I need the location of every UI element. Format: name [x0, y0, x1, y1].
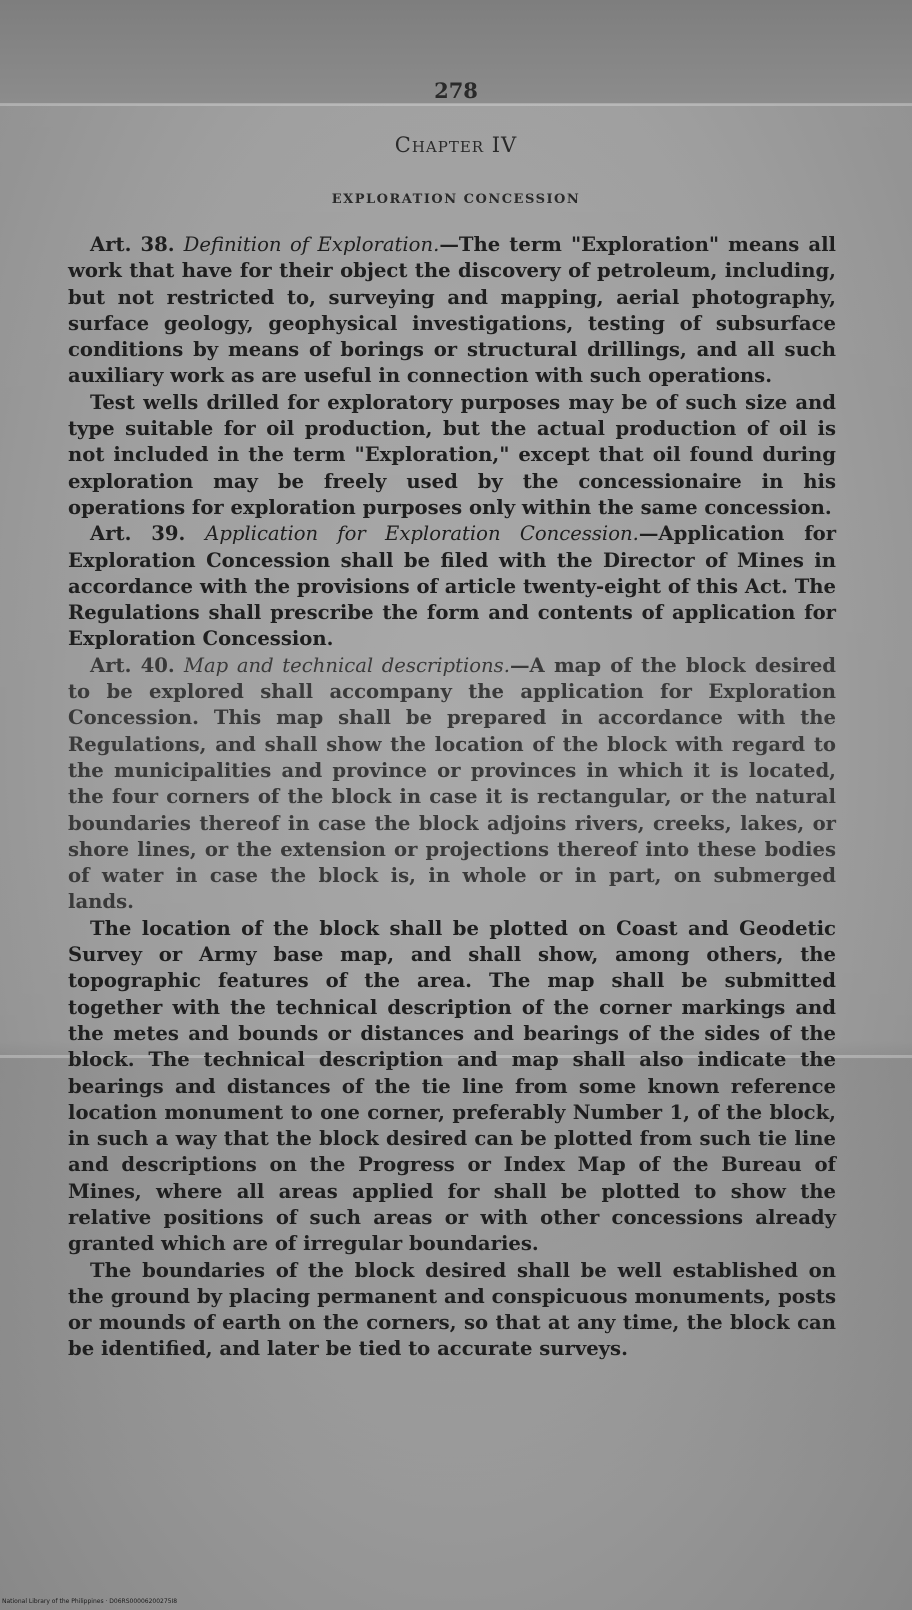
article-heading: Application for Exploration Concession. [205, 522, 639, 546]
article-body: —A map of the block desired to be explored shall accompany the application for Exploration Concession. This map shall be prepared in accordance with the Regulations, and shall show the location of the block with regard to the municipalities and province or provinces in which it is located, the four corners of the block in case it is rectangular, or the natural boundaries thereof in case the block adjoins rivers, creeks, lakes, or shore lines, or the extension or projections thereof into these bodies of water in case the block is, in whole or in part, on submerged lands. [68, 653, 837, 914]
article-body: —The term "Exploration" means all work that have for their object the discovery of petroleum, including, but not restricted to, surveying and mapping, aerial photography, surface geology, geophysical investigations, testing of subsurface conditions by means of borings or structural drillings, and all such auxiliary work as are useful in connection with such operations. [68, 233, 836, 388]
article-40-paragraph [68, 653, 836, 916]
section-title: EXPLORATION CONCESSION [331, 192, 581, 207]
article-40-paragraph-3 [68, 1258, 836, 1363]
article-heading: Map and technical descriptions. [183, 653, 510, 677]
chapter-title: Chapter IV [394, 133, 518, 157]
article-label: Art. 39. [90, 522, 186, 546]
article-label: Art. 38. [90, 233, 175, 256]
article-label: Art. 40. [90, 653, 175, 677]
paragraph-body: The boundaries of the block desired shall be well established on the ground by placing permanent and conspicuous monuments, posts or mounds of earth on the corners, so that at any time, the block can be identified, and later be tied to accurate surveys. [68, 1258, 836, 1361]
article-40-paragraph-2 [68, 916, 836, 1258]
article-38-paragraph-2 [68, 390, 836, 521]
scan-seam [0, 103, 912, 106]
article-39-paragraph [68, 521, 836, 652]
article-body: —Application for Exploration Concession shall be filed with the Director of Mines in accordance with the provisions of article twenty-eight of this Act. The Regulations shall prescribe the form and contents of application for Exploration Concession. [68, 522, 837, 651]
body-text [68, 232, 836, 1363]
page-number: 278 [434, 78, 478, 103]
paragraph-body: Test wells drilled for exploratory purposes may be of such size and type suitable for oil production, but the actual production of oil is not included in the term "Exploration," except that oil found during exploration may be freely used by the concessionaire in his operations for exploration purposes only within the same concession. [68, 390, 836, 519]
paragraph-body: The location of the block shall be plotted on Coast and Geodetic Survey or Army base map, and shall show, among others, the topographic features of the area. The map shall be submitted together with the technical description of the corner markings and the metes and bounds or distances and bearings of the sides of the block. The technical description and map shall also indicate the bearings and distances of the tie line from some known reference location monument to one corner, preferably Number 1, of the block, in such a way that the block desired can be plotted from such tie line and descriptions on the Progress or Index Map of the Bureau of Mines, where all areas applied for shall be plotted to show the relative positions of such areas or with other concessions already granted which are of irregular boundaries. [68, 916, 836, 1256]
article-heading: Definition of Exploration. [183, 233, 440, 256]
source-footer: National Library of the Philippines · D06RS00006200275I8 [2, 1598, 178, 1605]
article-38-paragraph [68, 232, 836, 390]
